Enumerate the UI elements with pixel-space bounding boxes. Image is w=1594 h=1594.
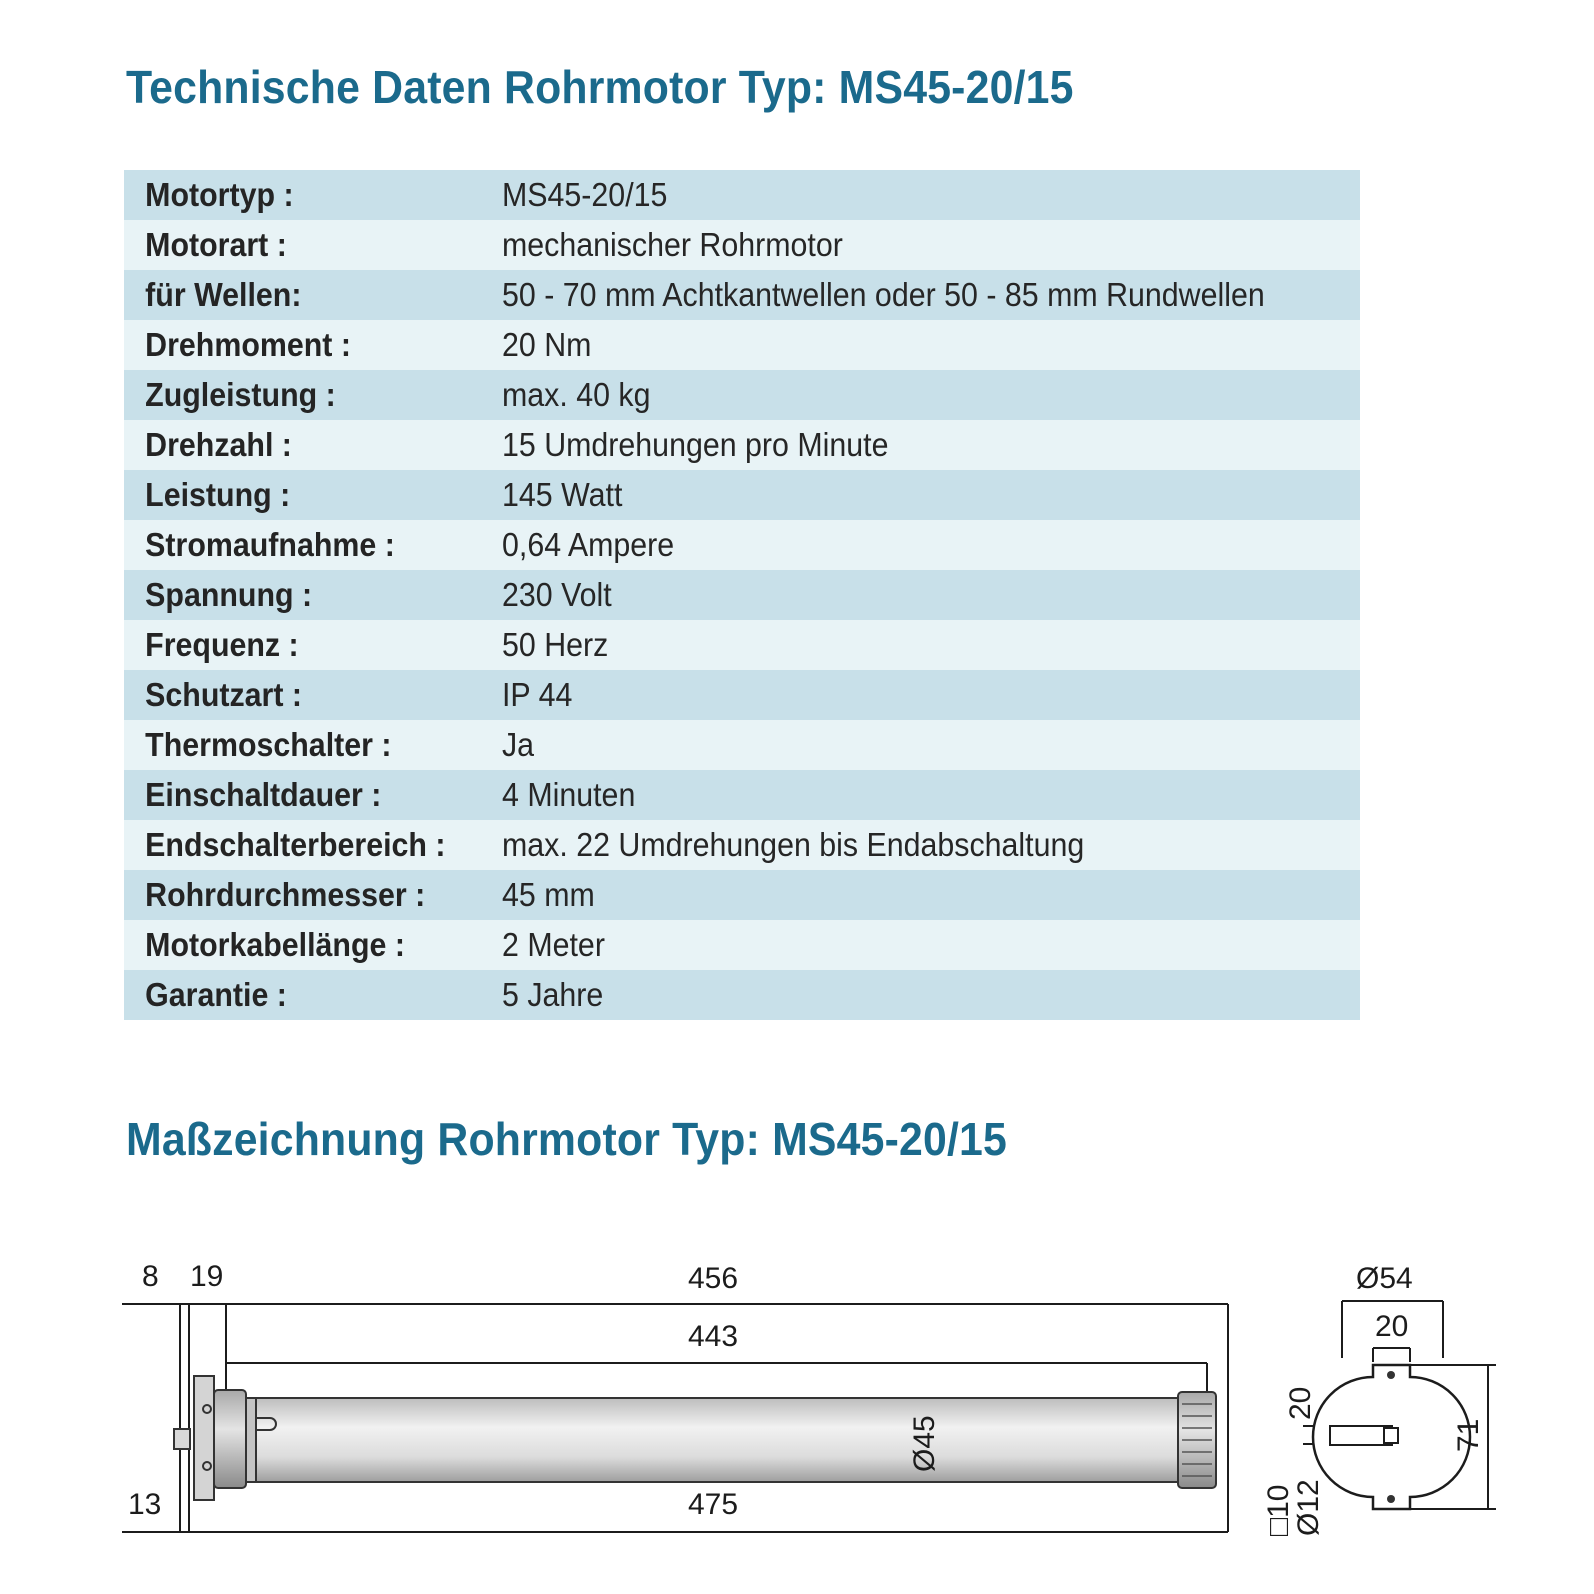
- dimension-drawing: [0, 1240, 1594, 1540]
- dim-456: 456: [688, 1262, 739, 1295]
- motor-tube: [256, 1398, 1178, 1482]
- spec-value: 15 Umdrehungen pro Minute: [502, 426, 889, 463]
- spec-label: Motorart :: [145, 226, 287, 263]
- spec-label: Motorkabellänge :: [145, 926, 405, 963]
- dim-square-10: □10: [1262, 1484, 1295, 1536]
- spec-row: [124, 720, 1360, 770]
- dim-diameter-45: Ø45: [908, 1415, 941, 1472]
- dim-8: 8: [142, 1260, 159, 1293]
- screw-icon: [1387, 1371, 1395, 1379]
- spec-label: Drehzahl :: [145, 426, 292, 463]
- drive-shaft: [1330, 1426, 1392, 1445]
- dimension-drawing-title: Maßzeichnung Rohrmotor Typ: MS45-20/15: [126, 1113, 1008, 1165]
- spec-row: [124, 270, 1360, 320]
- spec-row: [124, 170, 1360, 220]
- spec-row: [124, 920, 1360, 970]
- spec-row: [124, 620, 1360, 670]
- spec-label: Spannung :: [145, 576, 313, 613]
- spec-value: max. 40 kg: [502, 376, 651, 413]
- technical-data-title: Technische Daten Rohrmotor Typ: MS45-20/15: [126, 61, 1074, 113]
- spec-row: [124, 870, 1360, 920]
- spec-row: [124, 820, 1360, 870]
- spec-label: Frequenz :: [145, 626, 299, 663]
- dim-height-71: 71: [1452, 1418, 1485, 1452]
- spec-row: [124, 970, 1360, 1020]
- spec-label: für Wellen:: [145, 276, 302, 313]
- dim-height-20: 20: [1284, 1386, 1317, 1420]
- spec-label: Einschaltdauer :: [145, 776, 382, 813]
- motor-mounting-plate: [194, 1376, 214, 1500]
- dim-475: 475: [688, 1488, 739, 1521]
- spec-label: Drehmoment :: [145, 326, 351, 363]
- motor-head: [214, 1390, 246, 1488]
- spec-row: [124, 470, 1360, 520]
- spec-value: 45 mm: [502, 876, 595, 913]
- screw-icon: [1387, 1495, 1395, 1503]
- spec-label: Thermoschalter :: [145, 726, 392, 763]
- spec-value: 0,64 Ampere: [502, 526, 675, 563]
- motor-side-view: [174, 1376, 1216, 1500]
- spec-value: 50 Herz: [502, 626, 609, 663]
- shaft-square: [1384, 1428, 1398, 1443]
- dim-19: 19: [190, 1260, 224, 1293]
- spec-value: Ja: [502, 726, 535, 763]
- spec-row: [124, 370, 1360, 420]
- dim-diameter-12: Ø12: [1292, 1479, 1325, 1536]
- spec-value: 20 Nm: [502, 326, 592, 363]
- spec-label: Leistung :: [145, 476, 291, 513]
- spec-label: Garantie :: [145, 976, 287, 1013]
- spec-value: MS45-20/15: [502, 176, 668, 213]
- dim-diameter-54: Ø54: [1356, 1262, 1413, 1295]
- spec-label: Endschalterbereich :: [145, 826, 446, 863]
- dim-width-20: 20: [1375, 1310, 1409, 1343]
- dim-443: 443: [688, 1320, 739, 1353]
- spec-row: [124, 320, 1360, 370]
- spec-label: Stromaufnahme :: [145, 526, 395, 563]
- spec-table: [124, 170, 1360, 1020]
- spec-value: 50 - 70 mm Achtkantwellen oder 50 - 85 mm Rundwellen: [502, 276, 1265, 313]
- dim-13: 13: [128, 1488, 162, 1521]
- motor-collar: [246, 1398, 256, 1482]
- spec-label: Motortyp :: [145, 176, 294, 213]
- spec-label: Rohrdurchmesser :: [145, 876, 426, 913]
- spec-label: Zugleistung :: [145, 376, 336, 413]
- spec-label: Schutzart :: [145, 676, 303, 713]
- spec-value: IP 44: [502, 676, 573, 713]
- spec-value: mechanischer Rohrmotor: [502, 226, 843, 263]
- spec-row: [124, 520, 1360, 570]
- spec-value: 4 Minuten: [502, 776, 636, 813]
- spec-row: [124, 420, 1360, 470]
- spec-row: [124, 770, 1360, 820]
- spec-value: 145 Watt: [502, 476, 623, 513]
- spec-row: [124, 570, 1360, 620]
- spec-value: 230 Volt: [502, 576, 612, 613]
- spec-row: [124, 220, 1360, 270]
- spec-value: 2 Meter: [502, 926, 605, 963]
- motor-cable-stub: [174, 1429, 190, 1449]
- spec-value: max. 22 Umdrehungen bis Endabschaltung: [502, 826, 1085, 863]
- spec-row: [124, 670, 1360, 720]
- spec-value: 5 Jahre: [502, 976, 604, 1013]
